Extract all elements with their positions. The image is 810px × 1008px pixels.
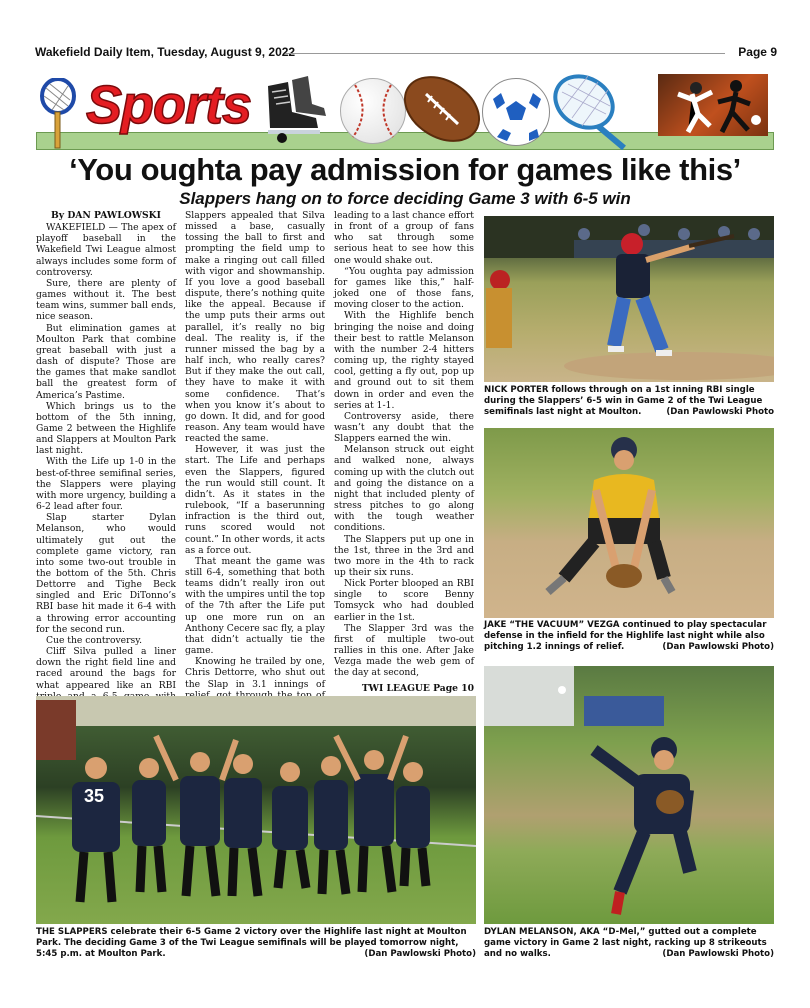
page-header [35, 45, 777, 61]
photo-dylan-melanson [484, 666, 774, 924]
sports-title: Sports [86, 75, 252, 135]
paragraph: Nick Porter blooped an RBI single to score Benny Tomsyck who had doubled earlier in the 1st. [334, 578, 474, 623]
paragraph: But elimination games at Moulton Park that combine great baseball with just a dash of dispute? Those are the games that make sandlot ball the greatest form of America’s Pastime. [36, 322, 176, 401]
article-subhead: Slappers hang on to force deciding Game 3 with 6-5 win [179, 189, 631, 208]
paragraph: Sure, there are plenty of games without it. The best team wins, summer ball ends, nice season. [36, 277, 176, 323]
caption-text: DYLAN MELANSON, AKA “D-Mel,” gutted out a complete game victory in Game 2 last night, racking up 8 strikeouts and no walks. [484, 927, 767, 959]
paragraph: Melanson struck out eight and walked none, always coming up with the clutch out and going the distance on a night that included plenty of stress pitches to go along with the tough weather conditions. [334, 444, 474, 534]
paragraph: With the Life up 1-0 in the best-of-three semifinal series, the Slappers were playing with more urgency, building a 6-2 lead after four. [36, 456, 176, 513]
paragraph: WAKEFIELD — The apex of playoff baseball in the Wakefield Twi League almost always includes some form of controversy. [36, 222, 176, 278]
paragraph: Slappers appealed that Silva missed a base, casually tossing the ball to first and prompting the field ump to make a ringing out call filled with vigor and showmanship. If you love a good baseball dispute, there’s nothing quite like the appeal. Because if the ump puts their arms out parallel, it’s really no big deal. The reality is, if the runner missed the bag by a half inch, who really cares? But if they make the out call, they have to make it with some confidence. That’s when you know it’s about to go down. It did, and for good reason. Any team would have reacted the same. [185, 210, 325, 445]
paragraph: Cue the controversy. [46, 634, 143, 646]
jump-line: TWI LEAGUE Page 10 [361, 682, 474, 694]
photo-credit: (Dan Pawlowski Photo) [662, 642, 774, 652]
soccer-players-photo [658, 74, 768, 136]
photo-credit: (Dan Pawlowski Photo [666, 407, 774, 417]
photo-caption-vezga [484, 620, 774, 653]
photo-caption-porter [484, 385, 774, 418]
caption-text: JAKE “THE VACUUM” VEZGA continued to play spectacular defense in the infield for the Highlife last night while also pitching 1.2 innings of relief. [484, 620, 767, 652]
photo-nick-porter [484, 216, 774, 382]
paragraph: The Slappers put up one in the 1st, three in the 3rd and two more in the 4th to rack up their six runs. [334, 533, 474, 578]
paragraph: That meant the game was still 6-4, something that both teams didn’t really iron out with the umpires until the top of the 7th after the Life put up one more run on an Anthony Cecere sac fly, a play that didn’t actually tie the game. [185, 555, 325, 657]
article-column-2 [185, 210, 325, 712]
hockey-skates-icon [258, 72, 330, 144]
caption-text: THE SLAPPERS celebrate their 6-5 Game 2 victory over the Highlife last night at Moulton Park. The deciding Game 3 of the Twi League semifinals will be played tomorrow night, 5:45 p.m. at Moulton Park. [36, 927, 467, 959]
paragraph: Cliff Silva pulled a liner down the right field line and raced around the bags for what appeared like an RBI [36, 646, 176, 691]
paragraph: The Slapper 3rd was the first of multiple two-out rallies in this one. After Jake Vezga made the web gem of the day at second, [334, 622, 474, 679]
football-icon [400, 72, 484, 146]
header-rule [285, 53, 725, 54]
paragraph: Slap starter Dylan Melanson, who would ultimately gut out the complete game victory, ran into some two-out trouble in the bottom of the 5th. Chris Dettorre and Tighe Beck singled and Eric DiTonno’s RBI base hit made it 6-4 with a throwing error accounting for the second run. [36, 512, 176, 635]
jersey-number: 35 [84, 786, 105, 806]
article-headline: ‘You oughta pay admission for games like this’ [69, 152, 741, 187]
paragraph: Which brings us to the bottom of the 5th inning, Game 2 between the Highlife and Slappers at Moulton Park last night. [36, 400, 176, 457]
photo-jake-vezga [484, 428, 774, 618]
photo-credit: (Dan Pawlowski Photo) [662, 949, 774, 959]
photo-credit: (Dan Pawlowski Photo) [364, 949, 476, 959]
photo-slappers-celebrate [36, 696, 476, 924]
paragraph: With the Highlife bench bringing the noise and doing their best to rattle Melanson with the number 2-4 hitters coming up, the righty stayed cool, getting a fly out, pop up and ground out to sit them down in order and even the series at 1-1. [334, 310, 474, 411]
tennis-racket-icon [548, 72, 644, 150]
article-column-3 [334, 210, 474, 694]
baseball-icon [340, 78, 406, 144]
publication-date-line: Wakefield Daily Item, Tuesday, August 9, 2022 [35, 45, 296, 59]
paragraph: Knowing he trailed by one, Chris Dettorre, who shut out the Slap in 3.1 innings of [185, 656, 325, 690]
byline: By DAN PAWLOWSKI [51, 210, 161, 221]
paragraph: “You oughta pay admission for games like this,” half-joked one of those fans, moving closer to the action. [334, 265, 474, 311]
photo-caption-slappers [36, 927, 476, 960]
caption-text: NICK PORTER follows through on a 1st inning RBI single during the Slappers’ 6-5 win in Game 2 of the Twi League semifinals last night at Moulton. [484, 385, 763, 417]
lacrosse-stick-icon [38, 78, 80, 150]
photo-caption-melanson [484, 927, 774, 960]
article-column-1 [36, 210, 176, 724]
page-number: Page 9 [738, 45, 777, 59]
soccer-ball-icon [482, 78, 550, 146]
paragraph: leading to a last chance effort in front of a group of fans who sat through some serious heat to see how this one would shake out. [334, 210, 474, 266]
sports-banner [36, 70, 774, 150]
paragraph: Controversy aside, there wasn’t any doubt that the Slappers earned the win. [334, 410, 474, 445]
paragraph: However, it was just the start. The Life and perhaps even the Slappers, figured the run would still count. It didn’t. As it states in the rulebook, “If a baserunning infraction is the third out, runs scored would not count.” In other words, it acts as a force out. [185, 444, 325, 556]
